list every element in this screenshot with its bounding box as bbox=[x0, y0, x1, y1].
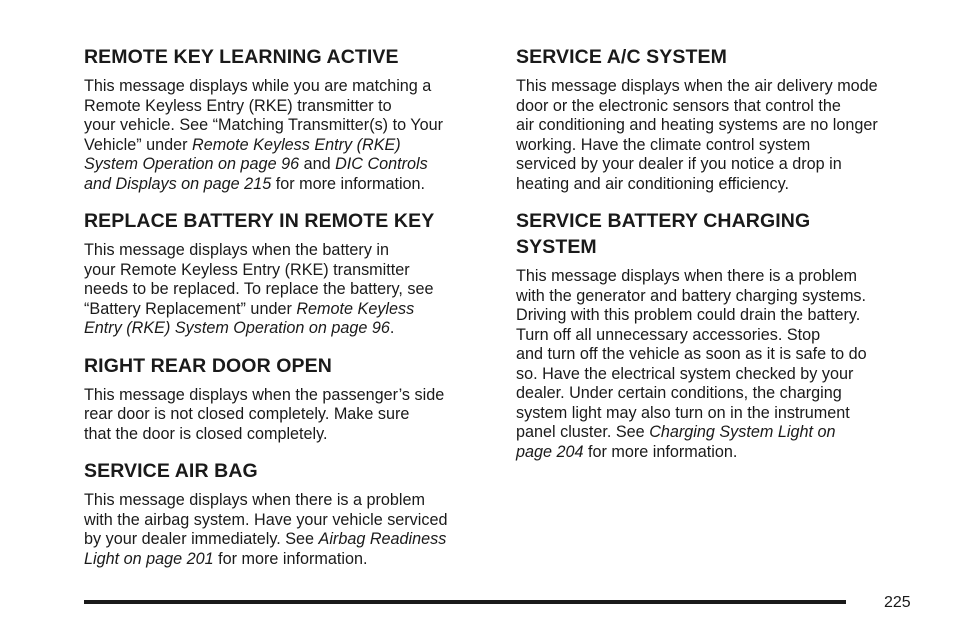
body-line bbox=[516, 423, 926, 443]
section-service-air-bag bbox=[84, 458, 494, 569]
section-body bbox=[84, 77, 494, 194]
body-line: working. Have the climate control system bbox=[516, 135, 811, 154]
page-number: 225 bbox=[884, 594, 911, 611]
heading-line: SERVICE BATTERY CHARGING bbox=[516, 210, 811, 232]
body-line: This message displays while you are matching a bbox=[84, 77, 432, 95]
body-line bbox=[84, 300, 494, 320]
body-line: This message displays when the battery in bbox=[84, 241, 390, 259]
body-text: for more information. bbox=[271, 174, 426, 193]
section-remote-key-learning-active bbox=[84, 44, 494, 194]
body-line: so. Have the electrical system checked by your bbox=[516, 364, 854, 383]
body-text: “Battery Replacement” under bbox=[84, 299, 297, 318]
body-line bbox=[84, 175, 494, 195]
body-line: This message displays when the air delivery mode bbox=[516, 77, 878, 95]
body-line bbox=[84, 136, 494, 156]
section-replace-battery-in-remote-key bbox=[84, 208, 494, 339]
body-line bbox=[516, 443, 926, 463]
cross-reference-link[interactable]: and Displays on page 215 bbox=[84, 174, 272, 193]
section-body bbox=[516, 77, 926, 194]
body-text: for more information. bbox=[583, 442, 738, 461]
section-body bbox=[84, 386, 494, 445]
cross-reference-link[interactable]: Remote Keyless bbox=[296, 299, 415, 318]
section-heading: SERVICE A/C SYSTEM bbox=[516, 46, 727, 68]
section-service-ac-system bbox=[516, 44, 926, 194]
body-line: rear door is not closed completely. Make sure bbox=[84, 405, 410, 423]
section-right-rear-door-open bbox=[84, 353, 494, 445]
body-line: and turn off the vehicle as soon as it is safe to do bbox=[516, 345, 867, 363]
cross-reference-link[interactable]: Charging System Light on bbox=[649, 423, 836, 441]
body-line: This message displays when the passenger’s side bbox=[84, 385, 445, 404]
body-text: by your dealer immediately. See bbox=[84, 530, 319, 548]
cross-reference-link[interactable]: Remote Keyless Entry (RKE) bbox=[192, 135, 401, 154]
body-line: that the door is closed completely. bbox=[84, 424, 328, 443]
left-column bbox=[84, 44, 494, 583]
section-body bbox=[84, 241, 494, 339]
section-heading: RIGHT REAR DOOR OPEN bbox=[84, 354, 332, 377]
body-line: Driving with this problem could drain the battery. bbox=[516, 306, 861, 324]
body-line: serviced by your dealer if you notice a drop in bbox=[516, 155, 842, 173]
body-line bbox=[84, 155, 494, 175]
body-line: with the airbag system. Have your vehicle serviced bbox=[84, 510, 448, 529]
body-line: dealer. Under certain conditions, the charging bbox=[516, 384, 842, 402]
body-line: system light may also turn on in the instrument bbox=[516, 403, 850, 422]
cross-reference-link[interactable]: page 204 bbox=[516, 442, 584, 461]
section-heading: SERVICE AIR BAG bbox=[84, 460, 258, 482]
cross-reference-link[interactable]: Airbag Readiness bbox=[318, 530, 447, 548]
body-line bbox=[84, 319, 494, 339]
body-line: Turn off all unnecessary accessories. Stop bbox=[516, 325, 821, 344]
body-line bbox=[84, 550, 494, 570]
body-line bbox=[84, 530, 494, 550]
body-text: and bbox=[299, 155, 336, 173]
body-line: heating and air conditioning efficiency. bbox=[516, 174, 789, 193]
section-heading: REMOTE KEY LEARNING ACTIVE bbox=[84, 46, 399, 68]
section-heading bbox=[516, 208, 926, 260]
body-line: your vehicle. See “Matching Transmitter(s) to Your bbox=[84, 116, 443, 134]
cross-reference-link[interactable]: Entry (RKE) System Operation on page 96 bbox=[84, 319, 390, 337]
section-service-battery-charging-system bbox=[516, 208, 926, 462]
section-body bbox=[516, 267, 926, 462]
cross-reference-link[interactable]: DIC Controls bbox=[335, 155, 428, 173]
body-text: panel cluster. See bbox=[516, 423, 650, 441]
cross-reference-link[interactable]: Light on page 201 bbox=[84, 549, 214, 568]
body-text: Vehicle” under bbox=[84, 135, 192, 154]
body-line: air conditioning and heating systems are no longer bbox=[516, 116, 878, 134]
body-line: your Remote Keyless Entry (RKE) transmitter bbox=[84, 260, 410, 279]
heading-line: SYSTEM bbox=[516, 236, 597, 258]
footer-rule bbox=[84, 600, 846, 604]
body-line: with the generator and battery charging systems. bbox=[516, 286, 867, 305]
body-line: This message displays when there is a problem bbox=[516, 267, 857, 285]
section-heading: REPLACE BATTERY IN REMOTE KEY bbox=[84, 210, 435, 232]
body-line: needs to be replaced. To replace the battery, see bbox=[84, 280, 434, 298]
body-line: This message displays when there is a problem bbox=[84, 491, 425, 509]
body-line: Remote Keyless Entry (RKE) transmitter to bbox=[84, 96, 392, 115]
cross-reference-link[interactable]: System Operation on page 96 bbox=[84, 155, 300, 173]
body-text: for more information. bbox=[213, 549, 368, 568]
section-body bbox=[84, 491, 494, 569]
right-column bbox=[516, 44, 926, 476]
body-text: . bbox=[389, 319, 395, 337]
body-line: door or the electronic sensors that control the bbox=[516, 96, 841, 115]
